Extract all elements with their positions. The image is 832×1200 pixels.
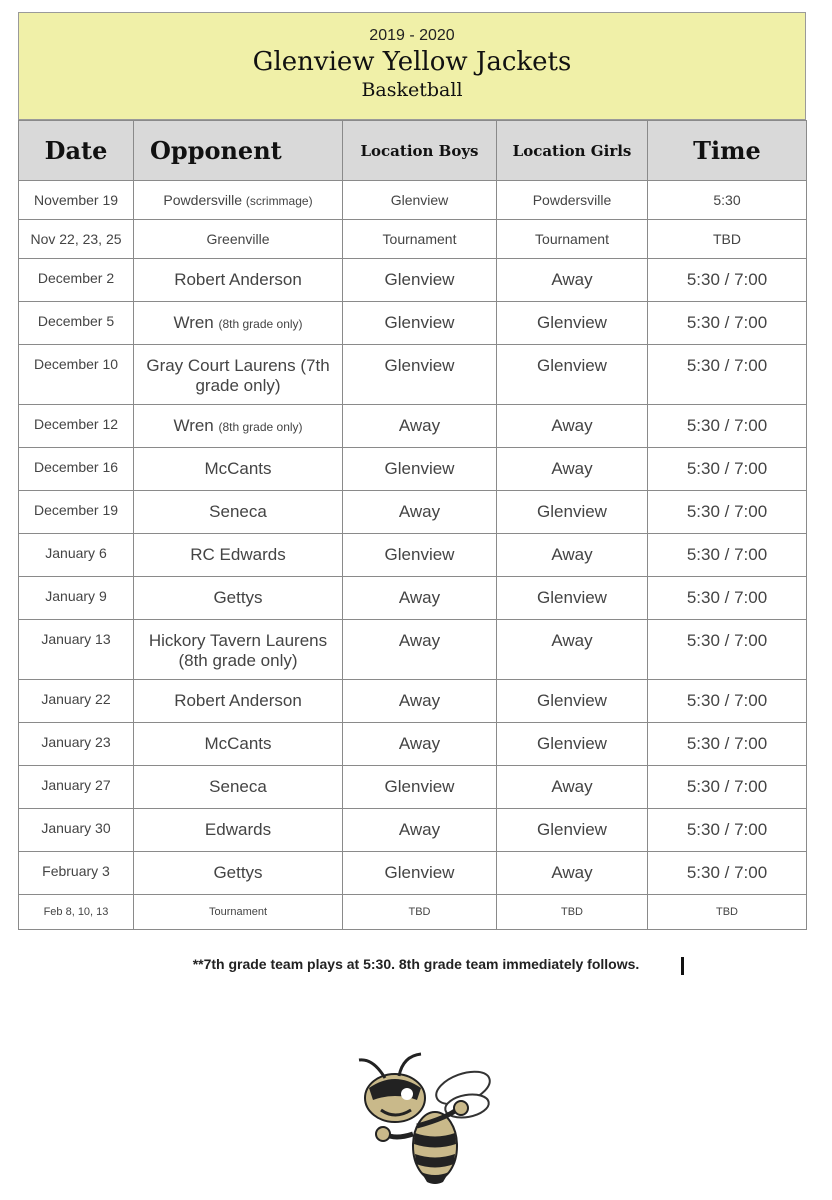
location-girls-cell <box>497 345 648 405</box>
location-boys-cell-text: Tournament <box>382 231 457 247</box>
location-boys-cell-text: Away <box>398 416 441 435</box>
date-cell <box>19 852 134 895</box>
location-girls-cell-text: Glenview <box>537 356 607 375</box>
time-cell <box>648 220 807 259</box>
opponent-cell-text: RC Edwards <box>190 545 286 564</box>
location-girls-cell-text: Away <box>551 459 593 478</box>
date-cell-text: January 23 <box>41 734 111 750</box>
table-row <box>19 809 807 852</box>
footnote: **7th grade team plays at 5:30. 8th grade team immediately follows. <box>192 956 640 972</box>
location-girls-cell <box>497 302 648 345</box>
opponent-cell <box>134 680 343 723</box>
location-girls-cell <box>497 491 648 534</box>
location-girls-cell <box>497 259 648 302</box>
location-boys-cell <box>343 852 497 895</box>
time-cell <box>648 577 807 620</box>
opponent-cell-text: Wren <box>173 313 214 332</box>
time-cell-text: 5:30 / 7:00 <box>686 416 768 435</box>
col-header-location-girls: Location Girls <box>497 121 648 181</box>
location-girls-cell-text: Glenview <box>537 588 607 607</box>
time-cell-text: 5:30 <box>713 192 741 208</box>
time-cell-text: 5:30 / 7:00 <box>686 356 768 375</box>
table-row <box>19 577 807 620</box>
opponent-cell <box>134 766 343 809</box>
date-cell-text: Nov 22, 23, 25 <box>30 231 122 247</box>
col-header-location-boys: Location Boys <box>343 121 497 181</box>
text-cursor <box>681 957 684 975</box>
date-cell-text: January 27 <box>41 777 111 793</box>
location-girls-cell <box>497 809 648 852</box>
opponent-cell <box>134 577 343 620</box>
time-cell-text: 5:30 / 7:00 <box>686 313 768 332</box>
date-cell-text: February 3 <box>42 863 110 879</box>
location-boys-cell-text: Away <box>398 631 441 650</box>
time-cell-text: 5:30 / 7:00 <box>686 588 768 607</box>
time-cell <box>648 491 807 534</box>
location-girls-cell <box>497 534 648 577</box>
time-cell <box>648 534 807 577</box>
table-row <box>19 448 807 491</box>
location-girls-cell-text: Glenview <box>537 691 607 710</box>
date-cell <box>19 448 134 491</box>
location-girls-cell <box>497 620 648 680</box>
location-girls-cell-text: Glenview <box>537 820 607 839</box>
table-row <box>19 680 807 723</box>
location-girls-cell-text: Away <box>551 777 593 796</box>
location-girls-cell <box>497 895 648 930</box>
date-cell-text: January 30 <box>41 820 111 836</box>
opponent-cell <box>134 181 343 220</box>
date-cell <box>19 620 134 680</box>
location-boys-cell-text: Glenview <box>390 192 449 208</box>
time-cell <box>648 345 807 405</box>
location-boys-cell-text: Away <box>398 691 441 710</box>
table-row <box>19 491 807 534</box>
location-boys-cell <box>343 302 497 345</box>
time-cell <box>648 852 807 895</box>
time-cell-text: 5:30 / 7:00 <box>686 820 768 839</box>
date-cell <box>19 809 134 852</box>
location-girls-cell-text: Away <box>551 631 593 650</box>
col-header-opponent: Opponent <box>134 121 343 181</box>
date-cell <box>19 220 134 259</box>
schedule-table <box>18 120 807 930</box>
location-boys-cell <box>343 577 497 620</box>
date-cell <box>19 680 134 723</box>
table-row <box>19 220 807 259</box>
opponent-note: (8th grade only) <box>218 420 303 434</box>
location-girls-cell <box>497 181 648 220</box>
time-cell <box>648 766 807 809</box>
date-cell <box>19 181 134 220</box>
location-girls-cell <box>497 220 648 259</box>
opponent-cell-text: Wren <box>173 416 214 435</box>
location-boys-cell <box>343 259 497 302</box>
location-boys-cell <box>343 680 497 723</box>
date-cell <box>19 577 134 620</box>
time-cell <box>648 181 807 220</box>
table-row <box>19 259 807 302</box>
time-cell-text: 5:30 / 7:00 <box>686 502 768 521</box>
time-cell <box>648 809 807 852</box>
opponent-cell <box>134 302 343 345</box>
time-cell-text: 5:30 / 7:00 <box>686 459 768 478</box>
opponent-cell <box>134 259 343 302</box>
sport-label: Basketball <box>361 79 463 101</box>
time-cell-text: 5:30 / 7:00 <box>686 545 768 564</box>
time-cell-text: 5:30 / 7:00 <box>686 270 768 289</box>
date-cell-text: December 12 <box>33 416 119 432</box>
date-cell-text: December 10 <box>33 356 119 372</box>
location-girls-cell <box>497 680 648 723</box>
location-girls-cell-text: Away <box>551 545 593 564</box>
location-girls-cell-text: Tournament <box>535 231 609 247</box>
date-cell <box>19 405 134 448</box>
time-cell-text: 5:30 / 7:00 <box>686 734 768 753</box>
opponent-cell <box>134 895 343 930</box>
col-header-time: Time <box>648 121 807 181</box>
opponent-cell <box>134 534 343 577</box>
opponent-cell-text: Robert Anderson <box>174 691 302 710</box>
opponent-cell <box>134 220 343 259</box>
time-cell <box>648 302 807 345</box>
location-girls-cell-text: Away <box>551 416 593 435</box>
time-cell-text: 5:30 / 7:00 <box>686 691 768 710</box>
time-cell <box>648 405 807 448</box>
opponent-cell <box>134 852 343 895</box>
opponent-cell-text: Robert Anderson <box>174 270 302 289</box>
location-girls-cell <box>497 852 648 895</box>
date-cell-text: December 2 <box>37 270 115 286</box>
opponent-cell-text: Hickory Tavern Laurens (8th grade only) <box>148 631 328 670</box>
location-boys-cell-text: TBD <box>408 906 431 918</box>
location-boys-cell <box>343 181 497 220</box>
opponent-cell-text: Gettys <box>213 863 263 882</box>
schedule-sheet <box>18 12 806 930</box>
date-cell-text: January 13 <box>41 631 111 647</box>
location-boys-cell <box>343 895 497 930</box>
date-cell-text: December 5 <box>37 313 115 329</box>
date-cell-text: Feb 8, 10, 13 <box>43 906 109 918</box>
location-boys-cell-text: Glenview <box>384 777 455 796</box>
time-cell <box>648 680 807 723</box>
date-cell <box>19 766 134 809</box>
date-cell-text: November 19 <box>33 192 119 208</box>
opponent-cell-text: McCants <box>204 734 272 753</box>
location-boys-cell-text: Glenview <box>384 545 455 564</box>
date-cell-text: January 9 <box>45 588 107 604</box>
location-boys-cell-text: Glenview <box>384 270 455 289</box>
location-boys-cell <box>343 345 497 405</box>
location-girls-cell-text: Away <box>551 270 593 289</box>
date-cell <box>19 259 134 302</box>
location-girls-cell-text: Away <box>551 863 593 882</box>
date-cell <box>19 534 134 577</box>
table-row <box>19 405 807 448</box>
location-boys-cell <box>343 448 497 491</box>
date-cell <box>19 723 134 766</box>
location-girls-cell <box>497 405 648 448</box>
location-boys-cell-text: Glenview <box>384 459 455 478</box>
opponent-cell <box>134 491 343 534</box>
location-boys-cell-text: Glenview <box>384 863 455 882</box>
opponent-cell-text: Tournament <box>208 906 268 918</box>
location-girls-cell <box>497 766 648 809</box>
table-row <box>19 181 807 220</box>
location-girls-cell <box>497 448 648 491</box>
location-girls-cell <box>497 723 648 766</box>
opponent-cell-text: Edwards <box>204 820 272 839</box>
location-boys-cell-text: Glenview <box>384 313 455 332</box>
opponent-cell <box>134 345 343 405</box>
time-cell <box>648 723 807 766</box>
table-row <box>19 534 807 577</box>
location-girls-cell-text: Powdersville <box>532 192 612 208</box>
opponent-cell-text: McCants <box>204 459 272 478</box>
location-girls-cell-text: TBD <box>561 906 583 918</box>
table-header-row <box>19 121 807 181</box>
time-cell <box>648 448 807 491</box>
opponent-cell <box>134 809 343 852</box>
location-girls-cell-text: Glenview <box>537 313 607 332</box>
table-row <box>19 852 807 895</box>
table-row <box>19 302 807 345</box>
time-cell-text: TBD <box>713 231 741 247</box>
opponent-cell <box>134 448 343 491</box>
location-boys-cell <box>343 491 497 534</box>
time-cell-text: TBD <box>716 906 738 918</box>
location-boys-cell <box>343 809 497 852</box>
opponent-note: (scrimmage) <box>245 194 313 208</box>
location-boys-cell-text: Glenview <box>384 356 455 375</box>
table-row <box>19 723 807 766</box>
time-cell-text: 5:30 / 7:00 <box>686 863 768 882</box>
location-boys-cell <box>343 766 497 809</box>
team-name: Glenview Yellow Jackets <box>252 47 572 77</box>
opponent-note: (8th grade only) <box>218 317 303 331</box>
season-label: 2019 - 2020 <box>369 27 455 44</box>
time-cell <box>648 895 807 930</box>
opponent-cell-text: Seneca <box>209 777 267 796</box>
location-boys-cell-text: Away <box>398 734 441 753</box>
location-girls-cell <box>497 577 648 620</box>
time-cell <box>648 259 807 302</box>
time-cell-text: 5:30 / 7:00 <box>686 777 768 796</box>
date-cell-text: January 6 <box>45 545 107 561</box>
table-row <box>19 620 807 680</box>
title-banner <box>18 12 806 120</box>
location-boys-cell <box>343 405 497 448</box>
table-row <box>19 766 807 809</box>
opponent-cell <box>134 723 343 766</box>
location-boys-cell-text: Away <box>398 502 441 521</box>
col-header-date: Date <box>19 121 134 181</box>
location-boys-cell-text: Away <box>398 588 441 607</box>
opponent-cell-text: Powdersville <box>163 192 243 208</box>
table-row <box>19 345 807 405</box>
location-boys-cell-text: Away <box>398 820 441 839</box>
opponent-cell <box>134 405 343 448</box>
opponent-cell-text: Greenville <box>206 231 270 247</box>
yellow-jacket-mascot-icon <box>355 1048 495 1188</box>
date-cell <box>19 345 134 405</box>
location-boys-cell <box>343 620 497 680</box>
opponent-cell-text: Gettys <box>213 588 263 607</box>
table-row <box>19 895 807 930</box>
location-boys-cell <box>343 723 497 766</box>
date-cell <box>19 491 134 534</box>
opponent-cell <box>134 620 343 680</box>
location-girls-cell-text: Glenview <box>537 502 607 521</box>
date-cell-text: December 16 <box>33 459 119 475</box>
opponent-cell-text: Seneca <box>209 502 267 521</box>
date-cell-text: January 22 <box>41 691 111 707</box>
time-cell <box>648 620 807 680</box>
date-cell <box>19 895 134 930</box>
date-cell <box>19 302 134 345</box>
location-boys-cell <box>343 220 497 259</box>
location-boys-cell <box>343 534 497 577</box>
location-girls-cell-text: Glenview <box>537 734 607 753</box>
opponent-cell-text: Gray Court Laurens (7th grade only) <box>146 356 330 395</box>
time-cell-text: 5:30 / 7:00 <box>686 631 768 650</box>
date-cell-text: December 19 <box>33 502 119 518</box>
